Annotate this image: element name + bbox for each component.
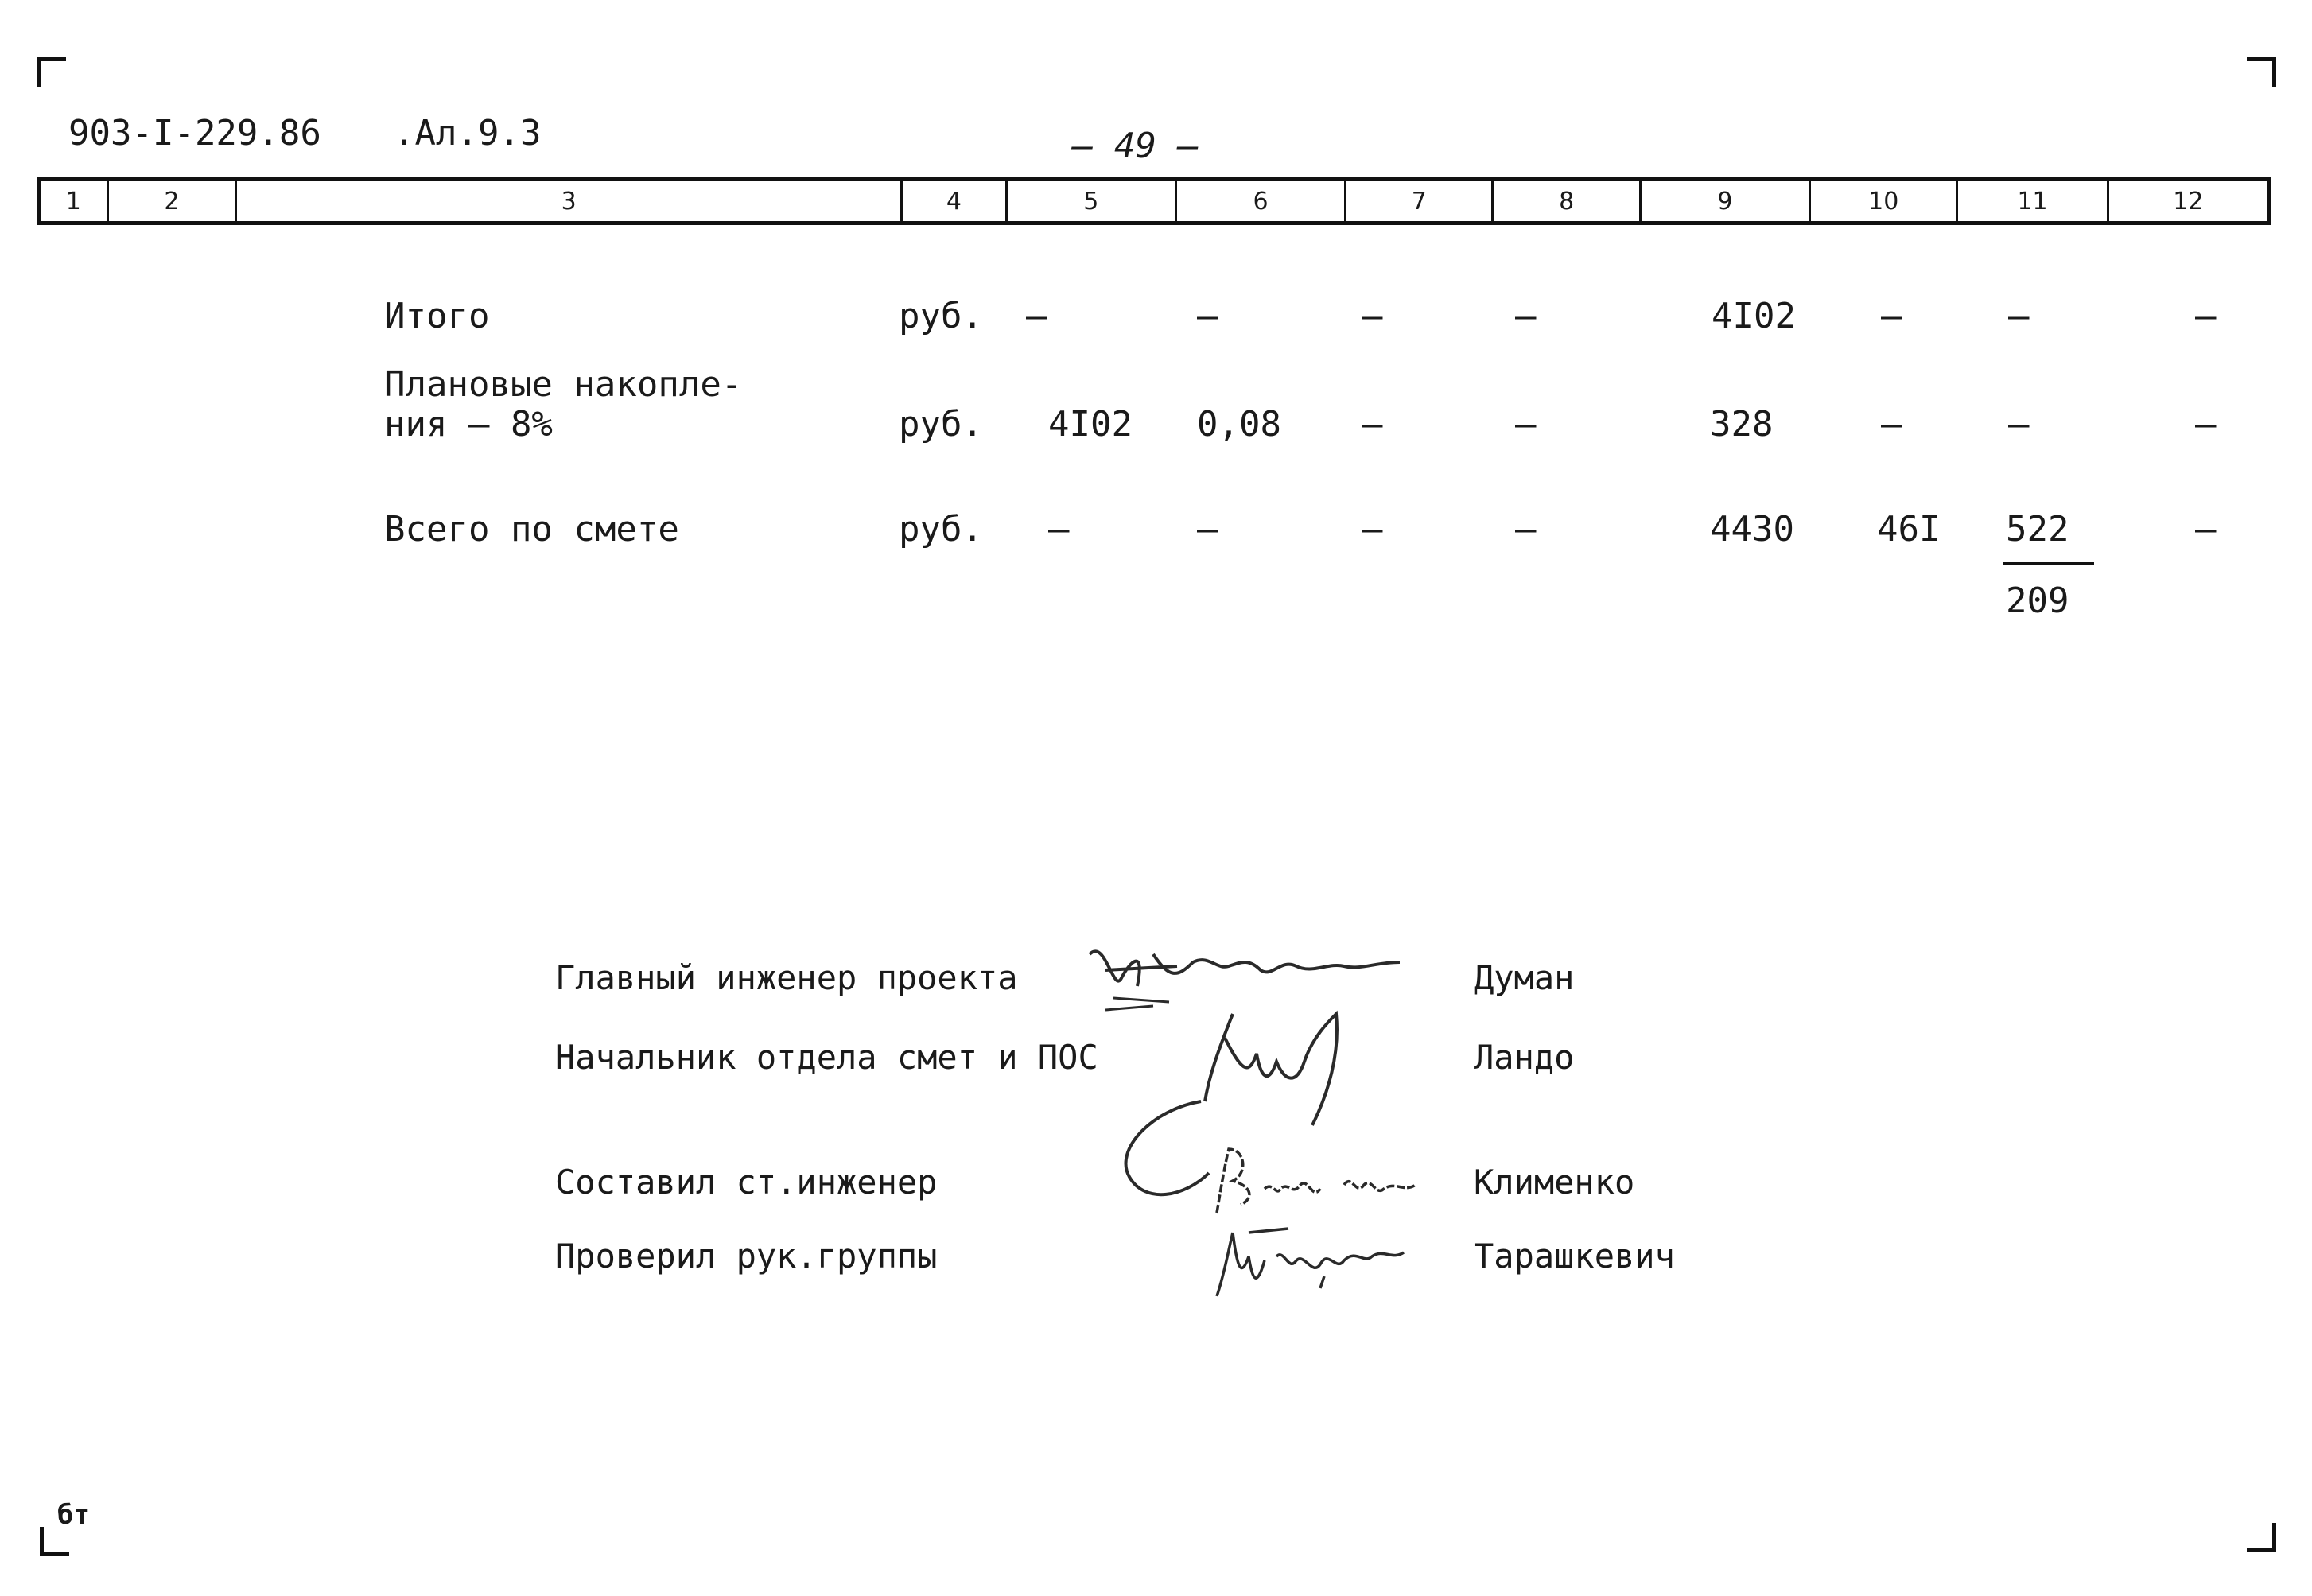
sheet-mark: бт — [57, 1499, 90, 1531]
row-planned-unit: руб. — [899, 404, 983, 445]
signature-role-compiler: Составил ст.инженер — [555, 1163, 938, 1202]
doc-code: 903-I-229.86 — [68, 113, 321, 153]
col-header-11: 11 — [1958, 181, 2108, 221]
signature-name-dept-head: Ландо — [1474, 1038, 1575, 1077]
col-header-6: 6 — [1177, 181, 1346, 221]
row-grand-total-name: Всего по смете — [384, 509, 679, 549]
row-planned-c9: 328 — [1710, 404, 1774, 445]
row-total-c12: – — [2195, 296, 2217, 336]
signature-name-checker: Тарашкевич — [1474, 1237, 1675, 1276]
row-planned-c12: – — [2195, 404, 2217, 445]
signature-role-dept-head: Начальник отдела смет и ПОС — [555, 1038, 1098, 1077]
col-header-2: 2 — [109, 181, 237, 221]
fraction-line — [2003, 562, 2094, 565]
signature-name-compiler: Клименко — [1474, 1163, 1635, 1202]
row-grand-total-c6: – — [1197, 509, 1218, 549]
row-planned-c5: 4I02 — [1048, 404, 1133, 445]
row-total-c11: – — [2008, 296, 2030, 336]
row-total-c10: – — [1881, 296, 1902, 336]
row-grand-total-c5: – — [1048, 509, 1070, 549]
row-planned-c8: – — [1515, 404, 1537, 445]
signature-role-checker: Проверил рук.группы — [555, 1237, 938, 1276]
row-planned-c6: 0,08 — [1197, 404, 1281, 445]
signature-role-chief-engineer: Главный инженер проекта — [555, 958, 1018, 997]
row-total-c7: – — [1362, 296, 1383, 336]
corner-mark-bottom-left — [40, 1527, 69, 1556]
row-planned-c10: – — [1881, 404, 1902, 445]
row-total-c6: – — [1197, 296, 1218, 336]
col-header-7: 7 — [1346, 181, 1494, 221]
row-grand-total-c9: 4430 — [1710, 509, 1794, 549]
row-total-c9: 4I02 — [1712, 296, 1796, 336]
col-header-10: 10 — [1811, 181, 1958, 221]
col-header-9: 9 — [1642, 181, 1811, 221]
row-planned-c7: – — [1362, 404, 1383, 445]
row-planned-name-line2: ния – 8% — [384, 404, 553, 445]
col-header-3: 3 — [237, 181, 903, 221]
corner-mark-top-left — [37, 57, 66, 87]
handwritten-signature-4 — [1201, 1217, 1471, 1304]
col-header-4: 4 — [903, 181, 1008, 221]
row-grand-total-c7: – — [1362, 509, 1383, 549]
col-header-12: 12 — [2173, 187, 2204, 216]
row-grand-total-c11-top: 522 — [2006, 509, 2069, 549]
col-header-1: 1 — [41, 181, 109, 221]
row-total-unit: руб. — [899, 296, 983, 336]
column-header-row — [37, 177, 2271, 225]
row-total-name: Итого — [384, 296, 490, 336]
album-number: .Ал.9.3 — [394, 113, 542, 153]
row-grand-total-unit: руб. — [899, 509, 983, 549]
corner-mark-bottom-right — [2247, 1523, 2276, 1552]
signature-name-chief-engineer: Думан — [1474, 958, 1575, 997]
corner-mark-top-right — [2247, 57, 2276, 87]
row-grand-total-c8: – — [1515, 509, 1537, 549]
row-grand-total-c11-bottom: 209 — [2006, 581, 2069, 621]
row-total-c5: – — [1026, 296, 1047, 336]
row-grand-total-c10: 46I — [1877, 509, 1941, 549]
page-number: — 49 — — [1072, 126, 1199, 166]
col-header-8: 8 — [1494, 181, 1641, 221]
row-total-c8: – — [1515, 296, 1537, 336]
col-header-5: 5 — [1008, 181, 1177, 221]
row-planned-c11: – — [2008, 404, 2030, 445]
handwritten-signature-3 — [1201, 1141, 1471, 1221]
row-grand-total-c12: – — [2195, 509, 2217, 549]
handwritten-signature-1 — [1058, 922, 1440, 1018]
row-planned-name-line1: Плановые накопле- — [384, 364, 743, 405]
